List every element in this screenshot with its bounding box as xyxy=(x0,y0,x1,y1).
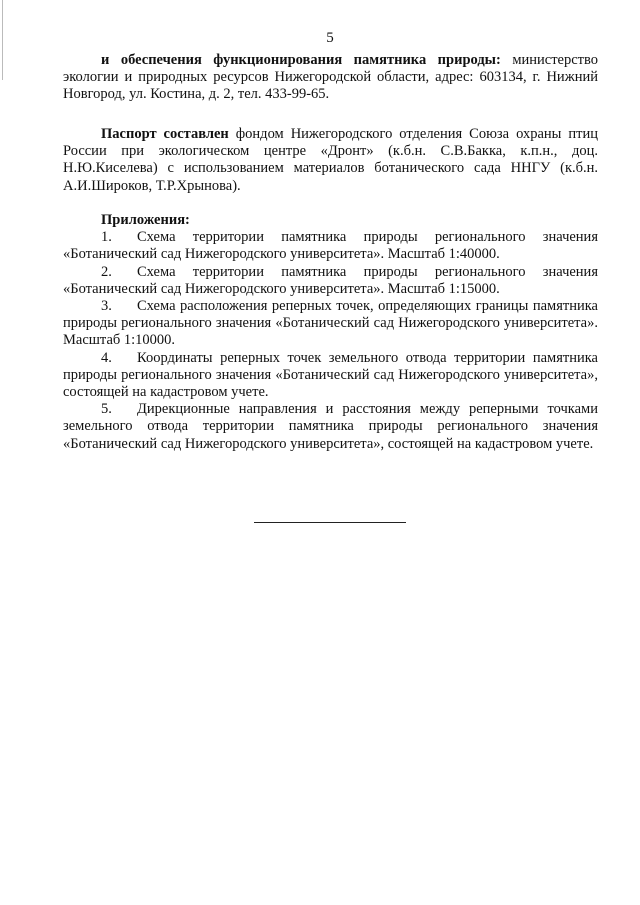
operator-text: министерство экологии и природных ресурсов Нижегородской области, адрес: 603134, г. Нижний Новгород, ул. Костина, д. 2, тел. 433-99-65. xyxy=(63,52,598,103)
passport-paragraph xyxy=(63,126,598,195)
appendices-section xyxy=(63,212,598,453)
passport-text: фондом Нижегородского отделения Союза охраны птиц России при экологическом центре «Дронт» (к.б.н. С.В.Бакка, к.п.н., доц. Н.Ю.Киселева) с использованием материалов ботанического сада ННГУ (к.б.н. А.И.Широков, Т.Р.Хрынова). xyxy=(63,126,598,194)
appendix-text: Схема территории памятника природы регионального значения «Ботанический сад Нижегородского университета». Масштаб 1:15000. xyxy=(63,263,598,297)
operator-bold-lead: и обеспечения функционирования памятника природы: xyxy=(101,52,501,68)
appendix-item xyxy=(63,401,598,453)
page-number: 5 xyxy=(326,30,334,46)
appendix-item xyxy=(63,264,598,298)
appendix-item xyxy=(63,229,598,263)
appendix-text: Схема расположения реперных точек, определяющих границы памятника природы регионального значения «Ботанический сад Нижегородского университета». Масштаб 1:10000. xyxy=(63,298,598,349)
end-of-document-line xyxy=(254,522,406,523)
appendix-item xyxy=(63,298,598,350)
passport-bold-lead: Паспорт составлен xyxy=(101,126,229,142)
appendix-number: 2. xyxy=(101,263,112,280)
appendix-text: Координаты реперных точек земельного отвода территории памятника природы регионального значения «Ботанический сад Нижегородского университета», состоящей на кадастровом учете. xyxy=(63,349,598,401)
appendix-number: 5. xyxy=(101,401,112,418)
appendix-text: Дирекционные направления и расстояния между реперными точками земельного отвода территории памятника природы регионального значения «Ботанический сад Нижегородского университета», состоящей на кадастровом учете. xyxy=(63,401,598,452)
appendix-item xyxy=(63,350,598,402)
operator-paragraph xyxy=(63,52,598,104)
appendix-number: 1. xyxy=(101,229,112,246)
appendices-heading: Приложения: xyxy=(101,212,190,228)
appendix-number: 4. xyxy=(101,349,112,366)
appendix-text: Схема территории памятника природы регионального значения «Ботанический сад Нижегородского университета». Масштаб 1:40000. xyxy=(63,229,598,263)
appendix-number: 3. xyxy=(101,298,112,315)
